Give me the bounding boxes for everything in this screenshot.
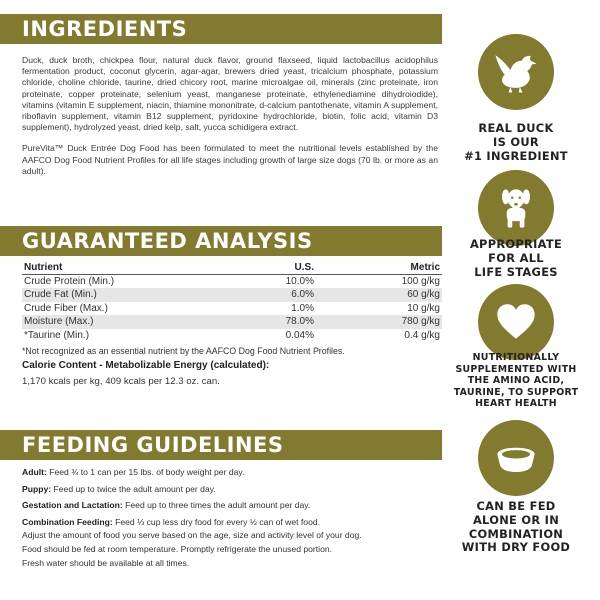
duck-badge [478,34,554,110]
badge-label-line: FOR ALL [488,250,544,265]
bowl-badge [478,420,554,496]
taurine-footnote: *Not recognized as an essential nutrient by the AAFCO Dog Food Nutrient Profiles. [22,346,345,356]
table-row [22,329,442,343]
metric-value-cell: 60 g/kg [316,288,442,302]
nutrient-cell: Crude Fiber (Max.) [24,302,108,314]
adjust-amount-note: Adjust the amount of food you serve based on the age, size and activity level of your dog. [22,530,362,541]
badge-label-line: SUPPLEMENTED WITH [455,363,577,375]
heart-icon [488,294,544,350]
us-value-cell: 10.0% [285,276,314,287]
badge-label-line: CAN BE FED [476,499,556,513]
table-row [22,315,442,329]
adult-text: Feed ¾ to 1 can per 15 lbs. of body weight per day. [46,467,245,477]
ingredients-body [22,55,438,177]
gestation-text: Feed up to three times the adult amount per day. [122,500,311,511]
metric-value-cell: 0.4 g/kg [404,329,440,341]
metric-value-cell: 10 g/kg [407,302,440,314]
dry-food-badge-label [450,500,582,555]
badge-label-line: #1 INGREDIENT [464,148,568,163]
us-value-cell: 1.0% [291,302,314,314]
badge-label-line: APPROPRIATE [469,237,563,251]
nutrient-cell: Moisture (Max.) [22,315,240,329]
us-value-cell: 0.04% [285,329,314,341]
badge-label-line: ALONE OR IN [472,512,560,527]
feeding-guidelines-heading: FEEDING GUIDELINES [0,430,442,460]
table-header-row [22,262,442,275]
badge-label-line: REAL DUCK [478,121,554,135]
metric-value-cell: 100 g/kg [401,276,440,287]
us-value-cell: 78.0% [240,315,316,329]
bowl-icon [488,430,544,486]
badge-label-line: LIFE STAGES [474,264,558,279]
adult-guideline [22,466,442,480]
badge-label-line: THE AMINO ACID, [467,375,565,387]
badge-label-line: COMBINATION [468,526,564,541]
room-temperature-note: Food should be fed at room temperature. Promptly refrigerate the unused portion. [22,543,333,554]
badge-label-line: TAURINE, TO SUPPORT [453,386,579,398]
ingredients-list: Duck, duck broth, chickpea flour, natural duck flavor, ground flaxseed, liquid lactobacillus acidophilus fermentation product, coconut glycerin, agar-agar, brewers dried yeast, tricalcium phosphate, potassium chloride, choline chloride, taurine, dried chicory root, marine microalgae oil, minerals (zinc proteinate, iron proteinate, copper proteinate, selenium yeast, manganese proteinate, ethylenediamine dihydroiodide), vitamins (vitamin E supplement, niacin, thiamine mononitrate, d-calcium pantothenate, vitamin A supplement, riboflavin supplement, vitamin B12 supplement, pyridoxine hydrochloride, biotin, folic acid, vitamin D3 supplement), hydrolyzed yeast, dried kelp, salt, yucca schidigera extract. [22,55,438,133]
duck-icon [488,44,544,100]
combination-label: Combination Feeding: [22,516,113,527]
table-row [22,275,442,289]
guaranteed-analysis-table [22,262,442,342]
combination-text: Feed ⅓ cup less dry food for every ½ can of wet food. [112,516,321,527]
duck-badge-label [450,122,582,163]
puppy-guideline [22,483,442,497]
column-header-nutrient: Nutrient [22,262,240,275]
table-row [22,302,442,316]
us-value-cell: 6.0% [240,288,316,302]
gestation-label: Gestation and Lactation: [22,500,123,511]
life-stages-badge-label [450,238,582,279]
gestation-guideline [22,499,442,513]
combination-guideline [22,516,442,530]
table-row [22,288,442,302]
badge-label-line: HEART HEALTH [475,398,557,410]
column-header-metric: Metric [316,262,442,275]
ingredients-heading: INGREDIENTS [0,14,442,44]
taurine-badge-label [450,352,582,410]
puppy-icon [488,180,544,236]
calorie-content-title: Calorie Content - Metabolizable Energy (calculated): [22,360,270,371]
nutrient-cell: Crude Fat (Min.) [22,288,240,302]
puppy-label: Puppy: [22,483,52,494]
nutrient-cell: *Taurine (Min.) [24,329,90,341]
metric-value-cell: 780 g/kg [316,315,442,329]
adult-label: Adult: [22,467,47,477]
badge-label-line: NUTRITIONALLY [472,352,560,363]
calorie-content-value: 1,170 kcals per kg, 409 kcals per 12.3 oz. can. [22,376,220,387]
puppy-badge [478,170,554,246]
fresh-water-note: Fresh water should be available at all times. [22,557,190,568]
heart-badge [478,284,554,360]
badge-label-line: IS OUR [493,134,539,149]
badge-label-line: WITH DRY FOOD [461,540,571,555]
guaranteed-analysis-heading: GUARANTEED ANALYSIS [0,226,442,256]
column-header-us: U.S. [240,262,316,275]
puppy-text: Feed up to twice the adult amount per day. [51,483,216,494]
aafco-statement: PureVita™ Duck Entrée Dog Food has been formulated to meet the nutritional levels established by the AAFCO Dog Food Nutrient Profiles for all life stages including growth of large size dogs (70 lb. or more as an adult). [22,143,438,176]
feeding-guidelines-body [22,466,442,570]
nutrient-cell: Crude Protein (Min.) [24,276,115,287]
